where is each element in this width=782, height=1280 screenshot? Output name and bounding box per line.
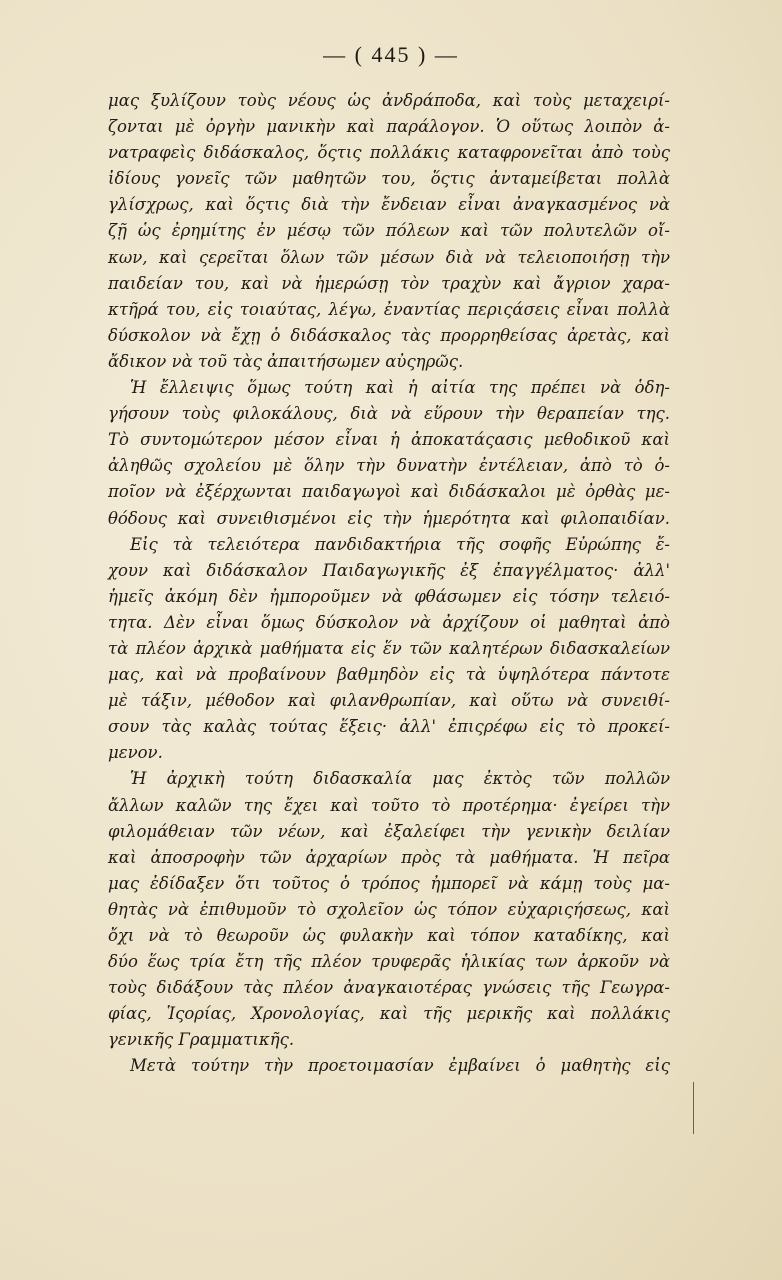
text-line: θόδους καὶ συνειθισμένοι εἰς τὴν ἡμερότητα καὶ φιλοπαιδίαν. [108, 508, 670, 528]
page-number-header: — ( 445 ) — [323, 42, 459, 67]
text-line: γήσουν τοὺς φιλοκάλους, διὰ νὰ εὕρουν τὴν θεραπείαν της. [108, 404, 670, 424]
text-line: μας ἐδίδαξεν ὅτι τοῦτος ὁ τρόπος ἠμπορεῖ νὰ κάμῃ τοὺς μα- [108, 873, 670, 893]
text-line: κων, καὶ ςερεῖται ὅλων τῶν μέσων διὰ νὰ τελειοποιήσῃ τὴν [108, 247, 670, 267]
text-line: ζῇ ὡς ἐρημίτης ἐν μέσῳ τῶν πόλεων καὶ τῶν πολυτελῶν οἴ- [108, 221, 670, 241]
text-line: Ἡ ἀρχικὴ τούτη διδασκαλία μας ἐκτὸς τῶν πολλῶν [130, 769, 670, 789]
text-line: μας ξυλίζουν τοὺς νέους ὡς ἀνδράποδα, καὶ τοὺς μεταχειρί- [108, 91, 670, 110]
text-line: Τὸ συντομώτερον μέσον εἶναι ἡ ἀποκατάςασις μεθοδικοῦ καὶ [108, 430, 670, 450]
text-line: ἡμεῖς ἀκόμη δὲν ἠμποροῦμεν νὰ φθάσωμεν εἰς τόσην τελειό- [108, 586, 670, 606]
body-text [108, 88, 670, 1080]
text-line: γενικῆς Γραμματικῆς. [108, 1030, 295, 1050]
text-line: τοὺς διδάξουν τὰς πλέον ἀναγκαιοτέρας γνώσεις τῆς Γεωγρα- [108, 978, 670, 998]
margin-pencil-mark [693, 1082, 694, 1134]
text-line: μενον. [108, 743, 163, 763]
text-line: νατραφεὶς διδάσκαλος, ὅςτις πολλάκις καταφρονεῖται ἀπὸ τοὺς [108, 143, 670, 163]
text-line: κτῆρά του, εἰς τοιαύτας, λέγω, ἐναντίας περιςάσεις εἶναι πολλὰ [108, 299, 670, 319]
text-line: μας, καὶ νὰ προβαίνουν βαθμηδὸν εἰς τὰ ὑψηλότερα πάντοτε [108, 665, 670, 685]
text-line: καὶ ἀποσροφὴν τῶν ἀρχαρίων πρὸς τὰ μαθήματα. Ἡ πεῖρα [108, 847, 670, 867]
text-line: ἰδίους γονεῖς τῶν μαθητῶν του, ὅςτις ἀνταμείβεται πολλὰ [108, 169, 670, 189]
text-line: γλίσχρως, καὶ ὅςτις διὰ τὴν ἔνδειαν εἶναι ἀναγκασμένος νὰ [108, 195, 670, 215]
text-line: τὰ πλέον ἀρχικὰ μαθήματα εἰς ἕν τῶν καλητέρων διδασκαλείων [108, 638, 670, 658]
text-line: φίας, Ἱςορίας, Χρονολογίας, καὶ τῆς μερικῆς καὶ πολλάκις [108, 1004, 670, 1024]
text-line: φιλομάθειαν τῶν νέων, καὶ ἐξαλείφει τὴν γενικὴν δειλίαν [108, 821, 670, 841]
text-line: δύο ἕως τρία ἔτη τῆς πλέον τρυφερᾶς ἡλικίας των ἀρκοῦν νὰ [108, 952, 670, 972]
text-line: ὄχι νὰ τὸ θεωροῦν ὡς φυλακὴν καὶ τόπον καταδίκης, καὶ [108, 926, 670, 945]
text-line: ἄλλων καλῶν της ἔχει καὶ τοῦτο τὸ προτέρημα· ἐγείρει τὴν [108, 795, 670, 815]
text-line: Εἰς τὰ τελειότερα πανδιδακτήρια τῆς σοφῆς Εὐρώπης ἔ- [130, 534, 670, 554]
text-line: χουν καὶ διδάσκαλον Παιδαγωγικῆς ἐξ ἐπαγγέλματος· ἀλλ' [108, 560, 670, 580]
text-line: Ἡ ἔλλειψις ὅμως τούτη καὶ ἡ αἰτία της πρέπει νὰ ὁδη- [130, 378, 670, 398]
text-line: δύσκολον νὰ ἔχῃ ὁ διδάσκαλος τὰς προρρηθείσας ἀρετὰς, καὶ [108, 325, 670, 345]
text-line: ζονται μὲ ὀργὴν μανικὴν καὶ παράλογον. Ὁ οὕτως λοιπὸν ἀ- [108, 117, 670, 137]
text-line: ἀληθῶς σχολείου μὲ ὅλην τὴν δυνατὴν ἐντέλειαν, ἀπὸ τὸ ὁ- [108, 456, 670, 476]
text-line: θητὰς νὰ ἐπιθυμοῦν τὸ σχολεῖον ὡς τόπον εὐχαριςήσεως, καὶ [108, 899, 670, 919]
text-line: σουν τὰς καλὰς τούτας ἕξεις· ἀλλ' ἐπιςρέφω εἰς τὸ προκεί- [108, 717, 670, 737]
text-line: τητα. Δὲν εἶναι ὅμως δύσκολον νὰ ἀρχίζουν οἱ μαθηταὶ ἀπὸ [108, 612, 670, 632]
text-line: Μετὰ τούτην τὴν προετοιμασίαν ἐμβαίνει ὁ μαθητὴς εἰς [130, 1056, 670, 1076]
text-line: ἄδικον νὰ τοῦ τὰς ἀπαιτήσωμεν αὐςηρῶς. [108, 351, 464, 371]
text-line: παιδείαν του, καὶ νὰ ἡμερώσῃ τὸν τραχὺν καὶ ἄγριον χαρα- [108, 273, 670, 293]
text-line: μὲ τάξιν, μέθοδον καὶ φιλανθρωπίαν, καὶ οὕτω νὰ συνειθί- [108, 691, 670, 711]
text-line: ποῖον νὰ ἐξέρχωνται παιδαγωγοὶ καὶ διδάσκαλοι μὲ ὀρθὰς με- [108, 482, 670, 502]
